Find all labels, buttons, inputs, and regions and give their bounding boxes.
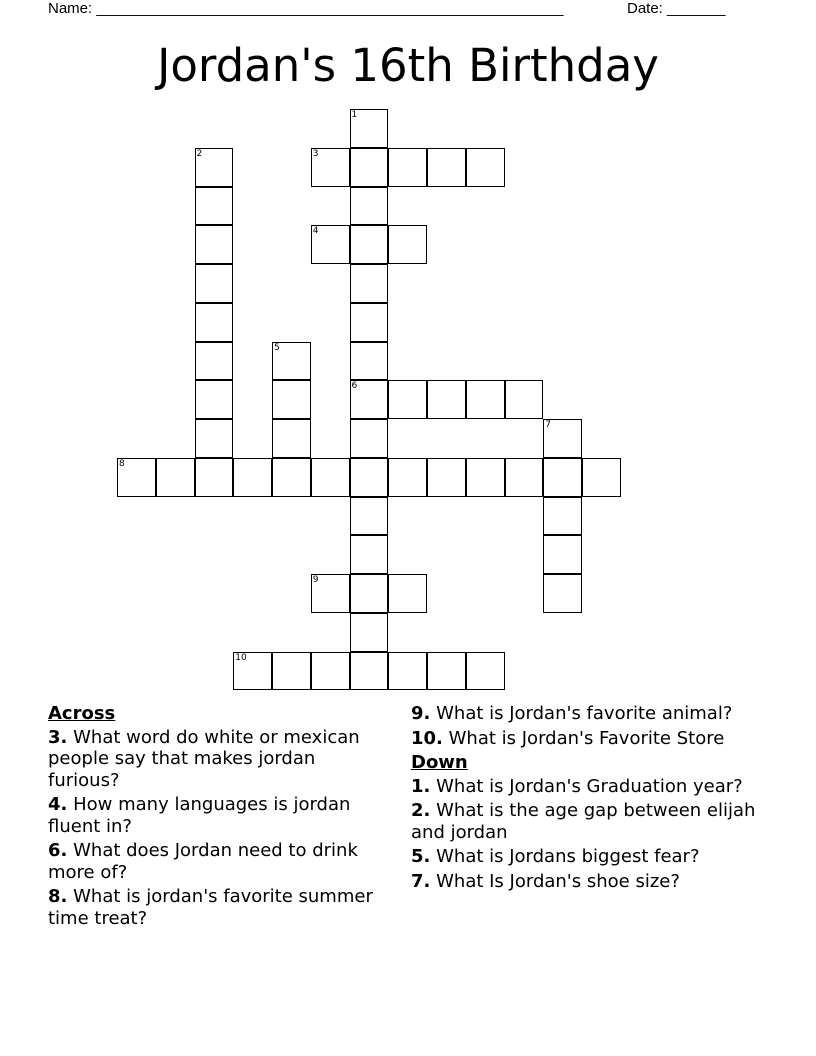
crossword-cell[interactable] xyxy=(427,652,466,691)
clues-column-right xyxy=(411,703,781,895)
crossword-cell[interactable] xyxy=(156,458,195,497)
crossword-cell[interactable] xyxy=(117,458,156,497)
across-heading: Across xyxy=(48,703,116,724)
crossword-cell[interactable] xyxy=(388,652,427,691)
clue-text: What is Jordan's Favorite Store xyxy=(448,727,725,749)
crossword-cell[interactable] xyxy=(427,148,466,187)
crossword-cell[interactable] xyxy=(466,380,505,419)
crossword-cell[interactable] xyxy=(466,652,505,691)
crossword-cell[interactable] xyxy=(272,458,311,497)
clue-across-4 xyxy=(48,794,388,837)
crossword-cell[interactable] xyxy=(311,574,350,613)
crossword-cell[interactable] xyxy=(272,419,311,458)
crossword-cell[interactable] xyxy=(388,458,427,497)
crossword-cell[interactable] xyxy=(350,109,389,148)
crossword-cell[interactable] xyxy=(272,342,311,381)
cell-number: 7 xyxy=(545,420,551,430)
clue-text: What is jordan's favorite summer time treat? xyxy=(48,886,373,929)
crossword-cell[interactable] xyxy=(543,458,582,497)
name-field[interactable]: Name: ________________________________________________________ xyxy=(48,0,564,17)
crossword-cell[interactable] xyxy=(350,264,389,303)
clue-text: What is the age gap between elijah and jordan xyxy=(411,800,756,843)
crossword-cell[interactable] xyxy=(195,225,234,264)
clue-across-6 xyxy=(48,840,388,883)
crossword-cell[interactable] xyxy=(350,613,389,652)
crossword-cell[interactable] xyxy=(311,148,350,187)
crossword-cell[interactable] xyxy=(195,303,234,342)
clue-number: 6. xyxy=(48,840,68,861)
crossword-cell[interactable] xyxy=(195,380,234,419)
clue-down-2 xyxy=(411,800,781,843)
crossword-cell[interactable] xyxy=(505,380,544,419)
clue-number: 2. xyxy=(411,800,431,821)
crossword-cell[interactable] xyxy=(582,458,621,497)
clue-text: What is Jordans biggest fear? xyxy=(436,846,700,867)
cell-number: 8 xyxy=(119,458,125,469)
crossword-cell[interactable] xyxy=(350,574,389,613)
cell-number: 5 xyxy=(274,342,280,353)
crossword-cell[interactable] xyxy=(543,535,582,574)
crossword-cell[interactable] xyxy=(311,225,350,264)
crossword-cell[interactable] xyxy=(272,652,311,691)
clue-number: 8. xyxy=(48,886,68,907)
crossword-cell[interactable] xyxy=(350,458,389,497)
clue-number: 9. xyxy=(411,703,431,724)
crossword-cell[interactable] xyxy=(350,652,389,691)
crossword-cell[interactable] xyxy=(272,380,311,419)
cell-number: 10 xyxy=(235,652,247,663)
clue-text: What is Jordan's favorite animal? xyxy=(436,703,733,724)
crossword-cell[interactable] xyxy=(350,225,389,264)
clue-number: 7. xyxy=(411,870,431,892)
crossword-cell[interactable] xyxy=(195,264,234,303)
crossword-cell[interactable] xyxy=(350,303,389,342)
crossword-cell[interactable] xyxy=(311,458,350,497)
clue-down-1 xyxy=(411,776,781,798)
crossword-cell[interactable] xyxy=(427,458,466,497)
clue-down-5 xyxy=(411,846,781,868)
crossword-cell[interactable] xyxy=(195,342,234,381)
crossword-cell[interactable] xyxy=(350,497,389,536)
clue-text: What is Jordan's Graduation year? xyxy=(436,775,743,797)
crossword-cell[interactable] xyxy=(195,148,234,187)
clue-across-3 xyxy=(48,727,388,792)
crossword-cell[interactable] xyxy=(466,458,505,497)
crossword-cell[interactable] xyxy=(350,419,389,458)
crossword-cell[interactable] xyxy=(543,419,582,458)
clue-number: 3. xyxy=(48,726,68,748)
clue-number: 1. xyxy=(411,775,431,797)
cell-number: 3 xyxy=(312,148,319,159)
clue-text: What does Jordan need to drink more of? xyxy=(48,840,358,883)
page-title: Jordan's 16th Birthday xyxy=(157,39,659,92)
crossword-cell[interactable] xyxy=(311,652,350,691)
cell-number: 2 xyxy=(196,148,203,159)
clues-column-left xyxy=(48,703,388,932)
clue-text: What word do white or mexican people say that makes jordan furious? xyxy=(48,726,360,791)
crossword-cell[interactable] xyxy=(466,148,505,187)
down-heading: Down xyxy=(411,752,468,773)
clue-text: What Is Jordan's shoe size? xyxy=(436,870,680,892)
cell-number: 9 xyxy=(312,575,319,585)
crossword-cell[interactable] xyxy=(427,380,466,419)
crossword-cell[interactable] xyxy=(388,574,427,613)
crossword-cell[interactable] xyxy=(543,497,582,536)
crossword-cell[interactable] xyxy=(350,535,389,574)
crossword-cell[interactable] xyxy=(350,342,389,381)
crossword-cell[interactable] xyxy=(350,187,389,226)
crossword-cell[interactable] xyxy=(195,419,234,458)
crossword-cell[interactable] xyxy=(388,380,427,419)
crossword-cell[interactable] xyxy=(350,148,389,187)
cell-number: 4 xyxy=(312,226,319,237)
crossword-cell[interactable] xyxy=(195,458,234,497)
clue-across-10 xyxy=(411,728,781,750)
crossword-cell[interactable] xyxy=(505,458,544,497)
crossword-cell[interactable] xyxy=(233,458,272,497)
cell-number: 1 xyxy=(351,110,358,120)
crossword-cell[interactable] xyxy=(388,225,427,264)
clue-text: How many languages is jordan fluent in? xyxy=(48,794,351,837)
crossword-cell[interactable] xyxy=(543,574,582,613)
clue-down-7 xyxy=(411,871,781,893)
clue-number: 4. xyxy=(48,794,68,815)
crossword-cell[interactable] xyxy=(350,380,389,419)
crossword-cell[interactable] xyxy=(388,148,427,187)
cell-number: 6 xyxy=(351,381,358,392)
date-field[interactable]: Date: _______ xyxy=(627,0,726,17)
clue-across-9 xyxy=(411,703,781,725)
crossword-cell[interactable] xyxy=(233,652,272,691)
clue-across-8 xyxy=(48,886,388,929)
clue-number: 5. xyxy=(411,846,431,867)
crossword-cell[interactable] xyxy=(195,187,234,226)
clue-number: 10. xyxy=(411,727,443,749)
